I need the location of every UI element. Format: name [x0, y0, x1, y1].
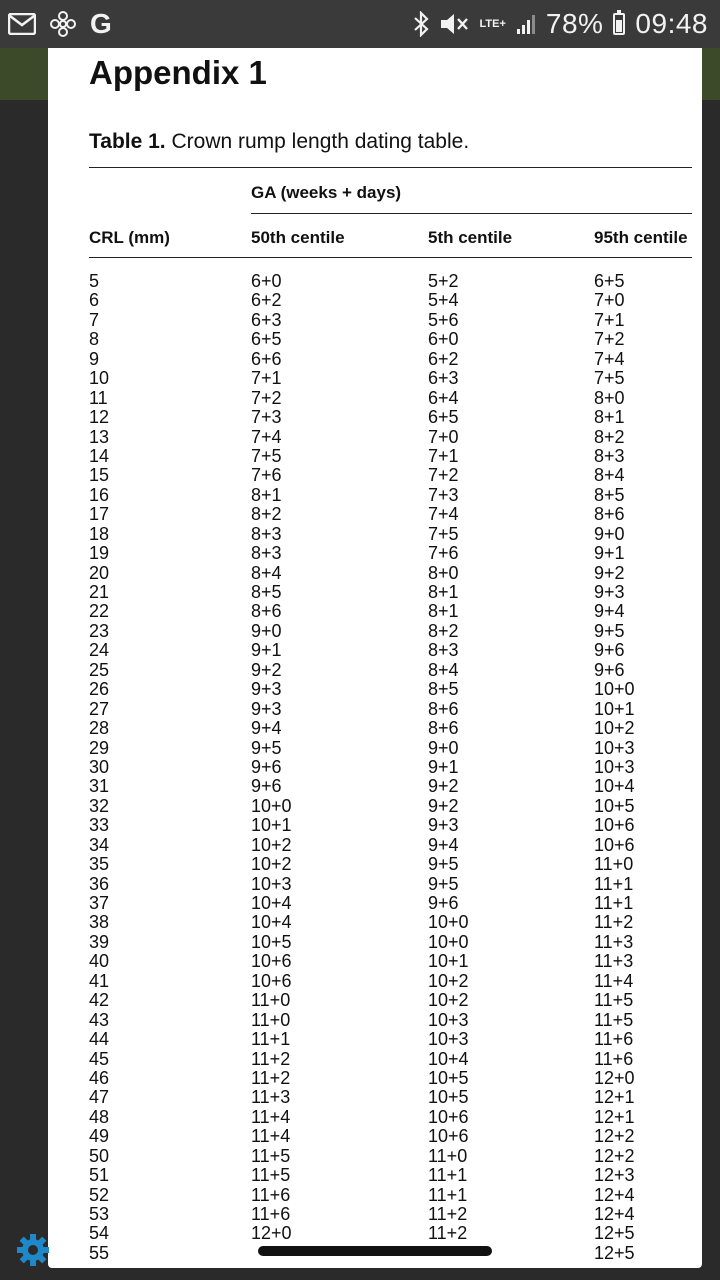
table-row: [48, 777, 702, 796]
cell-95th: 6+5: [594, 271, 625, 291]
cell-5th: 6+5: [428, 407, 459, 428]
cell-5th: 6+0: [428, 329, 459, 350]
header-bottom-rule: [89, 257, 692, 258]
cell-5th: 9+6: [428, 893, 459, 913]
table-row: [48, 1166, 702, 1185]
cell-50th: 11+3: [251, 1087, 291, 1108]
cell-crl: 19: [89, 543, 110, 564]
cell-5th: 9+0: [428, 737, 459, 758]
table-row: [48, 952, 702, 971]
cell-95th: 12+4: [594, 1204, 635, 1224]
table-row: [48, 369, 702, 388]
cell-95th: 12+2: [594, 1145, 635, 1166]
cell-50th: 7+6: [251, 465, 282, 486]
cell-crl: 11: [89, 387, 108, 408]
cell-crl: 40: [89, 951, 110, 972]
cell-95th: 12+4: [594, 1184, 635, 1205]
cell-crl: 10: [89, 368, 110, 389]
cell-crl: 27: [89, 698, 110, 719]
cell-crl: 24: [89, 640, 110, 661]
cell-crl: 33: [89, 815, 110, 836]
cell-crl: 39: [89, 931, 110, 952]
cell-5th: 5+4: [428, 290, 459, 311]
cell-5th: 11+1: [428, 1184, 468, 1205]
table-row: [48, 486, 702, 505]
table-row: [48, 719, 702, 738]
cell-95th: 10+5: [594, 795, 635, 816]
bluetooth-icon: [413, 11, 429, 37]
cell-95th: 7+4: [594, 348, 625, 369]
battery-icon: [613, 13, 625, 35]
cell-95th: 11+3: [594, 931, 634, 952]
cell-50th: 9+5: [251, 737, 282, 758]
cell-5th: 10+3: [428, 1029, 469, 1050]
cell-50th: 9+6: [251, 776, 282, 797]
table-row: [48, 1186, 702, 1205]
cell-5th: 6+3: [428, 368, 459, 389]
cell-5th: 9+4: [428, 834, 459, 855]
cell-95th: 7+1: [594, 309, 625, 330]
cell-5th: 10+0: [428, 931, 469, 952]
cell-50th: 10+2: [251, 834, 292, 855]
cell-95th: 12+0: [594, 1067, 635, 1088]
cell-5th: 11+2: [428, 1223, 468, 1244]
cell-95th: 8+1: [594, 407, 625, 428]
table-row: [48, 1088, 702, 1107]
table-row: [48, 1224, 702, 1243]
cell-50th: 10+4: [251, 912, 292, 933]
caption-text: Crown rump length dating table.: [171, 130, 470, 153]
cell-95th: 12+5: [594, 1242, 635, 1263]
table-row: [48, 291, 702, 310]
cell-95th: 8+4: [594, 465, 625, 486]
cell-crl: 45: [89, 1048, 110, 1069]
column-header-50th: 50th centile: [251, 228, 345, 247]
battery-percent: 78%: [545, 8, 604, 39]
cell-95th: 8+0: [594, 387, 625, 408]
cell-50th: 10+1: [251, 815, 292, 836]
table-row: [48, 875, 702, 894]
table-row: [48, 680, 702, 699]
group-header: GA (weeks + days): [251, 183, 402, 202]
cell-5th: 7+5: [428, 523, 459, 544]
cell-95th: 9+1: [594, 543, 625, 564]
table-row: [48, 544, 702, 563]
cell-95th: 9+2: [594, 562, 625, 583]
mail-icon: [8, 13, 36, 35]
cell-50th: 11+2: [251, 1048, 291, 1069]
clock: 09:48: [635, 8, 708, 39]
cell-95th: 11+5: [594, 990, 634, 1011]
cell-50th: 9+0: [251, 620, 282, 641]
cell-50th: 11+0: [251, 1009, 291, 1030]
google-icon: G: [90, 8, 112, 39]
cell-95th: 11+0: [594, 854, 634, 875]
cell-50th: 7+5: [251, 445, 282, 466]
table-top-rule: [89, 167, 692, 168]
table-body: [48, 272, 702, 1263]
status-bar: [0, 0, 720, 48]
cell-95th: 11+1: [594, 893, 634, 913]
cell-50th: 8+3: [251, 523, 282, 544]
cell-5th: 9+2: [428, 776, 459, 797]
cell-95th: 9+5: [594, 620, 625, 641]
table-row: [48, 972, 702, 991]
cell-crl: 25: [89, 659, 110, 680]
table-row: [48, 428, 702, 447]
cell-50th: 10+6: [251, 951, 292, 972]
fan-icon: [50, 11, 76, 37]
cell-95th: 8+3: [594, 445, 625, 466]
cell-50th: 11+1: [251, 1029, 291, 1050]
cell-50th: 8+5: [251, 582, 282, 602]
cell-5th: 9+2: [428, 795, 459, 816]
cell-95th: 10+6: [594, 815, 635, 836]
cell-95th: 9+4: [594, 601, 625, 622]
cell-5th: 8+0: [428, 562, 459, 583]
cell-crl: 16: [89, 484, 110, 505]
table-row: [48, 350, 702, 369]
cell-crl: 29: [89, 737, 110, 758]
cell-50th: 8+4: [251, 562, 282, 583]
cell-crl: 34: [89, 834, 110, 855]
cell-50th: 8+2: [251, 504, 282, 525]
column-header-crl: CRL (mm): [89, 228, 170, 247]
cell-5th: 8+5: [428, 679, 459, 700]
cell-50th: 11+5: [251, 1145, 291, 1166]
cell-95th: 9+3: [594, 582, 625, 602]
table-row: [48, 583, 702, 602]
cell-5th: 10+1: [428, 951, 469, 972]
home-indicator[interactable]: [258, 1246, 492, 1256]
cell-crl: 49: [89, 1126, 110, 1147]
cell-50th: 11+4: [251, 1126, 291, 1147]
cell-50th: 11+6: [251, 1204, 291, 1224]
cell-50th: 10+0: [251, 795, 292, 816]
table-row: [48, 408, 702, 427]
table-row: [48, 1127, 702, 1146]
cell-95th: 12+1: [594, 1087, 635, 1108]
table-row: [48, 602, 702, 621]
cell-50th: 7+2: [251, 387, 282, 408]
cell-5th: 9+1: [428, 756, 459, 777]
cell-50th: 9+6: [251, 756, 282, 777]
cell-5th: 9+3: [428, 815, 459, 836]
cell-crl: 50: [89, 1145, 110, 1166]
cell-crl: 38: [89, 912, 110, 933]
table-row: [48, 525, 702, 544]
cell-95th: 10+6: [594, 834, 635, 855]
cell-50th: 10+6: [251, 970, 292, 991]
cell-95th: 12+2: [594, 1126, 635, 1147]
cell-crl: 17: [89, 504, 110, 525]
cell-50th: 6+2: [251, 290, 282, 311]
table-row: [48, 622, 702, 641]
cell-95th: 11+6: [594, 1048, 634, 1069]
cell-50th: 8+3: [251, 543, 282, 564]
table-row: [48, 991, 702, 1010]
cell-50th: 11+4: [251, 1106, 291, 1127]
cell-95th: 7+2: [594, 329, 625, 350]
background-app-edge: [702, 48, 720, 100]
signal-icon: [516, 13, 536, 35]
table-row: [48, 272, 702, 291]
table-row: [48, 836, 702, 855]
cell-crl: 53: [89, 1204, 110, 1224]
cell-5th: 10+3: [428, 1009, 469, 1030]
cell-crl: 47: [89, 1087, 110, 1108]
cell-50th: 10+3: [251, 873, 292, 894]
cell-5th: 7+6: [428, 543, 459, 564]
cell-95th: 7+5: [594, 368, 625, 389]
table-row: [48, 466, 702, 485]
cell-50th: 6+6: [251, 348, 282, 369]
cell-95th: 9+6: [594, 659, 625, 680]
table-row: [48, 1069, 702, 1088]
cell-5th: 8+6: [428, 718, 459, 739]
cell-crl: 55: [89, 1242, 110, 1263]
cell-95th: 10+2: [594, 718, 635, 739]
cell-50th: 6+3: [251, 309, 282, 330]
cell-crl: 30: [89, 756, 110, 777]
cell-5th: 7+2: [428, 465, 459, 486]
cell-95th: 8+6: [594, 504, 625, 525]
cell-5th: 10+4: [428, 1048, 469, 1069]
cell-5th: 8+1: [428, 582, 459, 602]
cell-crl: 28: [89, 718, 110, 739]
cell-crl: 41: [89, 970, 110, 991]
cell-95th: 7+0: [594, 290, 625, 311]
cell-50th: 9+3: [251, 679, 282, 700]
cell-95th: 8+2: [594, 426, 625, 447]
cell-50th: 8+1: [251, 484, 282, 505]
cell-5th: 10+2: [428, 970, 469, 991]
cell-crl: 18: [89, 523, 110, 544]
cell-50th: 6+0: [251, 271, 282, 291]
table-row: [48, 758, 702, 777]
cell-crl: 36: [89, 873, 110, 894]
cell-crl: 31: [89, 776, 110, 797]
cell-95th: 10+0: [594, 679, 635, 700]
table-row: [48, 311, 702, 330]
cell-5th: 11+2: [428, 1204, 468, 1224]
cell-5th: 10+5: [428, 1067, 469, 1088]
cell-95th: 12+3: [594, 1165, 635, 1186]
cell-5th: 7+3: [428, 484, 459, 505]
cell-5th: 8+1: [428, 601, 459, 622]
table-caption: [89, 130, 469, 154]
cell-50th: 7+1: [251, 368, 282, 389]
cell-crl: 43: [89, 1009, 110, 1030]
document-viewer[interactable]: [48, 48, 702, 1268]
cell-crl: 48: [89, 1106, 110, 1127]
cell-5th: 5+6: [428, 309, 459, 330]
cell-5th: 11+0: [428, 1145, 468, 1166]
cell-5th: 9+5: [428, 854, 459, 875]
cell-crl: 37: [89, 893, 110, 913]
table-row: [48, 797, 702, 816]
cell-50th: 9+2: [251, 659, 282, 680]
cell-crl: 26: [89, 679, 110, 700]
column-header-95th: 95th centile: [594, 228, 688, 247]
cell-50th: 6+5: [251, 329, 282, 350]
cell-5th: 5+2: [428, 271, 459, 291]
battery-level: [616, 20, 622, 32]
cell-5th: 6+2: [428, 348, 459, 369]
cell-5th: 7+1: [428, 445, 459, 466]
cell-crl: 23: [89, 620, 110, 641]
cell-5th: 10+0: [428, 912, 469, 933]
network-type: LTE+: [479, 18, 506, 30]
cell-crl: 20: [89, 562, 110, 583]
cell-5th: 8+6: [428, 698, 459, 719]
table-row: [48, 641, 702, 660]
cell-crl: 12: [89, 407, 110, 428]
table-row: [48, 1011, 702, 1030]
table-row: [48, 330, 702, 349]
cell-95th: 8+5: [594, 484, 625, 505]
cell-crl: 46: [89, 1067, 110, 1088]
cell-5th: 10+6: [428, 1126, 469, 1147]
cell-95th: 10+1: [594, 698, 635, 719]
table-row: [48, 661, 702, 680]
group-header-rule: [251, 213, 692, 214]
mute-icon: [439, 11, 469, 37]
cell-crl: 54: [89, 1223, 110, 1244]
cell-95th: 12+1: [594, 1106, 635, 1127]
cell-crl: 44: [89, 1029, 110, 1050]
cell-crl: 21: [89, 582, 110, 602]
cell-crl: 22: [89, 601, 110, 622]
table-row: [48, 855, 702, 874]
cell-crl: 5: [89, 271, 100, 291]
cell-50th: 9+4: [251, 718, 282, 739]
cell-95th: 11+4: [594, 970, 634, 991]
cell-95th: 12+5: [594, 1223, 635, 1244]
cell-95th: 9+6: [594, 640, 625, 661]
cell-crl: 8: [89, 329, 100, 350]
cell-50th: 11+0: [251, 990, 291, 1011]
cell-crl: 52: [89, 1184, 110, 1205]
table-row: [48, 1147, 702, 1166]
cell-50th: 12+0: [251, 1223, 292, 1244]
cell-50th: 11+6: [251, 1184, 291, 1205]
cell-5th: 10+5: [428, 1087, 469, 1108]
table-row: [48, 913, 702, 932]
cell-crl: 9: [89, 348, 100, 369]
table-row: [48, 700, 702, 719]
cell-50th: 7+4: [251, 426, 282, 447]
cell-50th: 11+5: [251, 1165, 291, 1186]
cell-5th: 7+0: [428, 426, 459, 447]
table-row: [48, 447, 702, 466]
caption-label: Table 1.: [89, 130, 166, 153]
cell-crl: 32: [89, 795, 110, 816]
table-row: [48, 816, 702, 835]
cell-95th: 11+6: [594, 1029, 634, 1050]
cell-5th: 8+2: [428, 620, 459, 641]
gear-icon[interactable]: [16, 1233, 50, 1267]
cell-5th: 9+5: [428, 873, 459, 894]
cell-5th: 10+6: [428, 1106, 469, 1127]
cell-50th: 11+2: [251, 1067, 291, 1088]
cell-5th: 11+1: [428, 1165, 468, 1186]
cell-5th: 8+3: [428, 640, 459, 661]
table-row: [48, 389, 702, 408]
cell-50th: 10+4: [251, 893, 292, 913]
cell-50th: 8+6: [251, 601, 282, 622]
cell-crl: 14: [89, 445, 110, 466]
cell-50th: 9+1: [251, 640, 282, 661]
table-row: [48, 739, 702, 758]
table-row: [48, 564, 702, 583]
cell-95th: 10+3: [594, 737, 635, 758]
cell-50th: 10+2: [251, 854, 292, 875]
cell-50th: 10+5: [251, 931, 292, 952]
cell-crl: 51: [89, 1165, 110, 1186]
cell-95th: 11+1: [594, 873, 634, 894]
cell-95th: 9+0: [594, 523, 625, 544]
appendix-title: Appendix 1: [89, 54, 267, 91]
table-row: [48, 1050, 702, 1069]
cell-crl: 6: [89, 290, 100, 311]
table-row: [48, 894, 702, 913]
cell-95th: 11+5: [594, 1009, 634, 1030]
cell-5th: 6+4: [428, 387, 459, 408]
cell-95th: 11+3: [594, 951, 634, 972]
cell-50th: 7+3: [251, 407, 282, 428]
table-row: [48, 1205, 702, 1224]
background-app: [0, 48, 48, 100]
cell-5th: 8+4: [428, 659, 459, 680]
cell-50th: 9+3: [251, 698, 282, 719]
cell-crl: 42: [89, 990, 110, 1011]
column-header-5th: 5th centile: [428, 228, 513, 247]
table-row: [48, 933, 702, 952]
cell-5th: 7+4: [428, 504, 459, 525]
table-row: [48, 505, 702, 524]
cell-95th: 10+3: [594, 756, 635, 777]
cell-crl: 15: [89, 465, 110, 486]
cell-crl: 35: [89, 854, 110, 875]
cell-95th: 10+4: [594, 776, 635, 797]
cell-95th: 11+2: [594, 912, 634, 933]
cell-crl: 13: [89, 426, 110, 447]
cell-5th: 10+2: [428, 990, 469, 1011]
table-row: [48, 1108, 702, 1127]
table-row: [48, 1030, 702, 1049]
cell-crl: 7: [89, 309, 100, 330]
